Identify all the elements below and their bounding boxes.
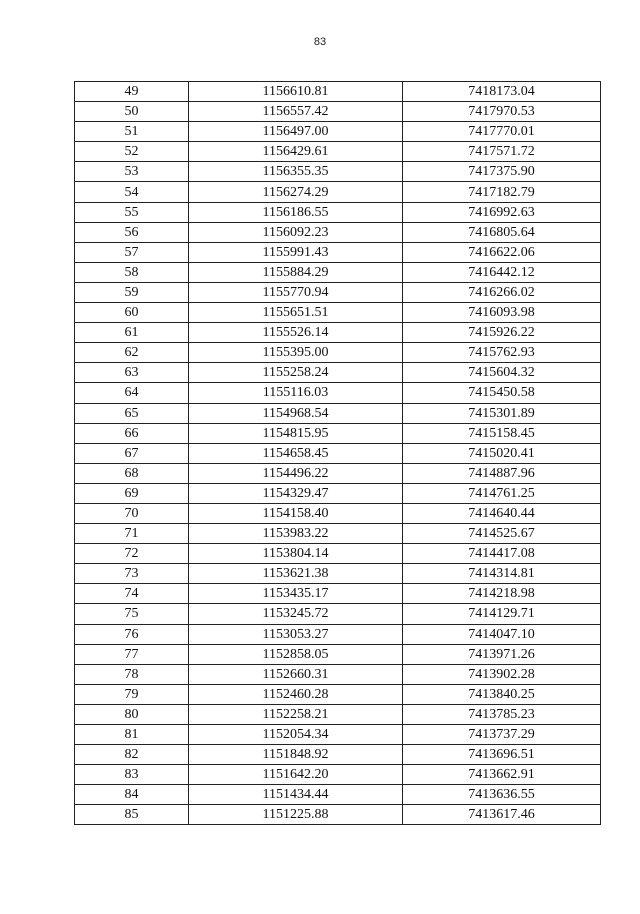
y-coordinate-cell: 7414761.25 — [403, 483, 601, 503]
point-number-cell: 63 — [75, 363, 189, 383]
point-number-cell: 84 — [75, 785, 189, 805]
point-number-cell: 61 — [75, 323, 189, 343]
y-coordinate-cell: 7416992.63 — [403, 202, 601, 222]
coordinates-table — [74, 81, 601, 825]
y-coordinate-cell: 7413737.29 — [403, 725, 601, 745]
y-coordinate-cell: 7415158.45 — [403, 423, 601, 443]
table-row — [75, 222, 601, 242]
x-coordinate-cell: 1154329.47 — [189, 483, 403, 503]
point-number-cell: 71 — [75, 524, 189, 544]
table-row — [75, 443, 601, 463]
y-coordinate-cell: 7415020.41 — [403, 443, 601, 463]
x-coordinate-cell: 1156092.23 — [189, 222, 403, 242]
point-number-cell: 82 — [75, 745, 189, 765]
table-row — [75, 725, 601, 745]
point-number-cell: 66 — [75, 423, 189, 443]
table-row — [75, 182, 601, 202]
table-row — [75, 122, 601, 142]
table-row — [75, 503, 601, 523]
y-coordinate-cell: 7414417.08 — [403, 544, 601, 564]
table-row — [75, 704, 601, 724]
y-coordinate-cell: 7414129.71 — [403, 604, 601, 624]
table-row — [75, 343, 601, 363]
point-number-cell: 69 — [75, 483, 189, 503]
table-row — [75, 282, 601, 302]
y-coordinate-cell: 7417770.01 — [403, 122, 601, 142]
y-coordinate-cell: 7417571.72 — [403, 142, 601, 162]
x-coordinate-cell: 1154815.95 — [189, 423, 403, 443]
x-coordinate-cell: 1154968.54 — [189, 403, 403, 423]
x-coordinate-cell: 1155884.29 — [189, 262, 403, 282]
y-coordinate-cell: 7413696.51 — [403, 745, 601, 765]
point-number-cell: 52 — [75, 142, 189, 162]
table-row — [75, 564, 601, 584]
table-row — [75, 644, 601, 664]
table-row — [75, 785, 601, 805]
table-row — [75, 303, 601, 323]
y-coordinate-cell: 7415926.22 — [403, 323, 601, 343]
point-number-cell: 59 — [75, 282, 189, 302]
x-coordinate-cell: 1151434.44 — [189, 785, 403, 805]
coordinates-table-body — [75, 82, 601, 825]
table-row — [75, 323, 601, 343]
table-row — [75, 604, 601, 624]
point-number-cell: 64 — [75, 383, 189, 403]
x-coordinate-cell: 1155770.94 — [189, 282, 403, 302]
point-number-cell: 49 — [75, 82, 189, 102]
x-coordinate-cell: 1156497.00 — [189, 122, 403, 142]
point-number-cell: 67 — [75, 443, 189, 463]
x-coordinate-cell: 1153621.38 — [189, 564, 403, 584]
x-coordinate-cell: 1155258.24 — [189, 363, 403, 383]
table-row — [75, 162, 601, 182]
table-row — [75, 745, 601, 765]
table-row — [75, 805, 601, 825]
y-coordinate-cell: 7417375.90 — [403, 162, 601, 182]
y-coordinate-cell: 7415450.58 — [403, 383, 601, 403]
y-coordinate-cell: 7413617.46 — [403, 805, 601, 825]
y-coordinate-cell: 7414640.44 — [403, 503, 601, 523]
x-coordinate-cell: 1152460.28 — [189, 684, 403, 704]
x-coordinate-cell: 1155651.51 — [189, 303, 403, 323]
point-number-cell: 68 — [75, 463, 189, 483]
y-coordinate-cell: 7413971.26 — [403, 644, 601, 664]
point-number-cell: 54 — [75, 182, 189, 202]
point-number-cell: 78 — [75, 664, 189, 684]
y-coordinate-cell: 7415604.32 — [403, 363, 601, 383]
x-coordinate-cell: 1156355.35 — [189, 162, 403, 182]
y-coordinate-cell: 7413636.55 — [403, 785, 601, 805]
point-number-cell: 55 — [75, 202, 189, 222]
x-coordinate-cell: 1155991.43 — [189, 242, 403, 262]
x-coordinate-cell: 1155116.03 — [189, 383, 403, 403]
x-coordinate-cell: 1153245.72 — [189, 604, 403, 624]
y-coordinate-cell: 7417970.53 — [403, 102, 601, 122]
table-row — [75, 584, 601, 604]
point-number-cell: 79 — [75, 684, 189, 704]
x-coordinate-cell: 1152660.31 — [189, 664, 403, 684]
y-coordinate-cell: 7416093.98 — [403, 303, 601, 323]
table-row — [75, 624, 601, 644]
y-coordinate-cell: 7414218.98 — [403, 584, 601, 604]
x-coordinate-cell: 1154658.45 — [189, 443, 403, 463]
y-coordinate-cell: 7416622.06 — [403, 242, 601, 262]
y-coordinate-cell: 7413902.28 — [403, 664, 601, 684]
point-number-cell: 51 — [75, 122, 189, 142]
x-coordinate-cell: 1154158.40 — [189, 503, 403, 523]
y-coordinate-cell: 7417182.79 — [403, 182, 601, 202]
x-coordinate-cell: 1156429.61 — [189, 142, 403, 162]
y-coordinate-cell: 7418173.04 — [403, 82, 601, 102]
y-coordinate-cell: 7415301.89 — [403, 403, 601, 423]
point-number-cell: 81 — [75, 725, 189, 745]
table-row — [75, 544, 601, 564]
y-coordinate-cell: 7414887.96 — [403, 463, 601, 483]
point-number-cell: 77 — [75, 644, 189, 664]
y-coordinate-cell: 7413662.91 — [403, 765, 601, 785]
table-row — [75, 383, 601, 403]
table-row — [75, 202, 601, 222]
table-row — [75, 664, 601, 684]
x-coordinate-cell: 1152054.34 — [189, 725, 403, 745]
x-coordinate-cell: 1156610.81 — [189, 82, 403, 102]
point-number-cell: 56 — [75, 222, 189, 242]
x-coordinate-cell: 1152858.05 — [189, 644, 403, 664]
point-number-cell: 85 — [75, 805, 189, 825]
table-row — [75, 483, 601, 503]
table-row — [75, 82, 601, 102]
y-coordinate-cell: 7414525.67 — [403, 524, 601, 544]
y-coordinate-cell: 7413785.23 — [403, 704, 601, 724]
x-coordinate-cell: 1155395.00 — [189, 343, 403, 363]
table-row — [75, 463, 601, 483]
y-coordinate-cell: 7414047.10 — [403, 624, 601, 644]
x-coordinate-cell: 1153983.22 — [189, 524, 403, 544]
x-coordinate-cell: 1154496.22 — [189, 463, 403, 483]
table-row — [75, 423, 601, 443]
table-row — [75, 142, 601, 162]
point-number-cell: 72 — [75, 544, 189, 564]
x-coordinate-cell: 1151848.92 — [189, 745, 403, 765]
point-number-cell: 60 — [75, 303, 189, 323]
point-number-cell: 58 — [75, 262, 189, 282]
y-coordinate-cell: 7416442.12 — [403, 262, 601, 282]
y-coordinate-cell: 7415762.93 — [403, 343, 601, 363]
point-number-cell: 80 — [75, 704, 189, 724]
table-row — [75, 242, 601, 262]
x-coordinate-cell: 1151642.20 — [189, 765, 403, 785]
page-number: 83 — [313, 36, 327, 48]
x-coordinate-cell: 1151225.88 — [189, 805, 403, 825]
point-number-cell: 73 — [75, 564, 189, 584]
x-coordinate-cell: 1153804.14 — [189, 544, 403, 564]
x-coordinate-cell: 1156557.42 — [189, 102, 403, 122]
point-number-cell: 76 — [75, 624, 189, 644]
y-coordinate-cell: 7416805.64 — [403, 222, 601, 242]
point-number-cell: 57 — [75, 242, 189, 262]
x-coordinate-cell: 1153435.17 — [189, 584, 403, 604]
point-number-cell: 83 — [75, 765, 189, 785]
point-number-cell: 75 — [75, 604, 189, 624]
point-number-cell: 74 — [75, 584, 189, 604]
point-number-cell: 70 — [75, 503, 189, 523]
point-number-cell: 50 — [75, 102, 189, 122]
point-number-cell: 62 — [75, 343, 189, 363]
x-coordinate-cell: 1156186.55 — [189, 202, 403, 222]
y-coordinate-cell: 7414314.81 — [403, 564, 601, 584]
x-coordinate-cell: 1153053.27 — [189, 624, 403, 644]
table-row — [75, 363, 601, 383]
point-number-cell: 53 — [75, 162, 189, 182]
table-row — [75, 403, 601, 423]
table-row — [75, 684, 601, 704]
y-coordinate-cell: 7413840.25 — [403, 684, 601, 704]
point-number-cell: 65 — [75, 403, 189, 423]
y-coordinate-cell: 7416266.02 — [403, 282, 601, 302]
x-coordinate-cell: 1155526.14 — [189, 323, 403, 343]
table-row — [75, 765, 601, 785]
x-coordinate-cell: 1156274.29 — [189, 182, 403, 202]
x-coordinate-cell: 1152258.21 — [189, 704, 403, 724]
table-row — [75, 524, 601, 544]
table-row — [75, 262, 601, 282]
table-row — [75, 102, 601, 122]
